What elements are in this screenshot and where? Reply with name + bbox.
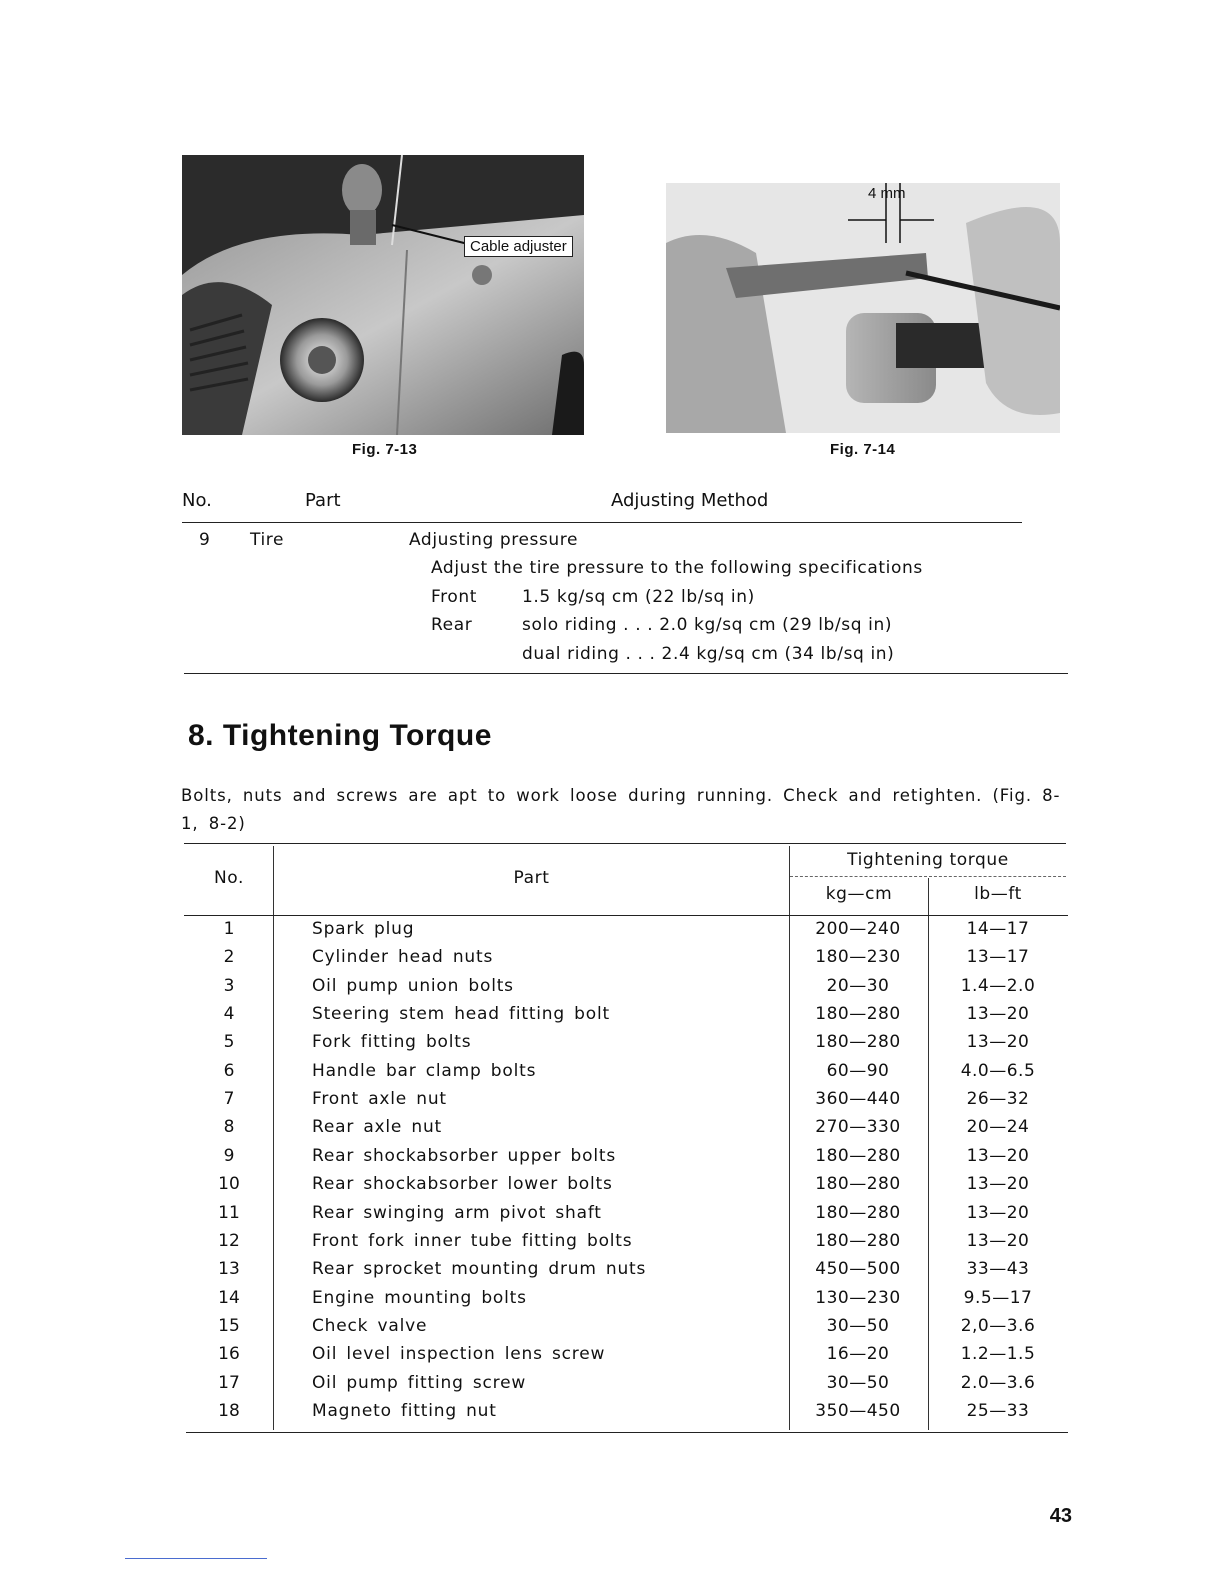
table-row: [185, 1146, 1070, 1174]
torque-subheader-rule: [790, 876, 1066, 877]
table-row: [185, 1061, 1070, 1089]
row-lb-ft: 13—17: [966, 947, 1030, 968]
row-part: Rear sprocket mounting drum nuts: [312, 1259, 647, 1280]
table-row: [185, 947, 1070, 975]
table-row: [185, 1344, 1070, 1372]
torque-bottom-rule: [186, 1432, 1068, 1433]
row-part: Handle bar clamp bolts: [312, 1060, 537, 1081]
row-lb-ft: 9.5—17: [963, 1287, 1033, 1308]
row-part: Spark plug: [312, 919, 415, 939]
row-kg-cm: 350—450: [815, 1400, 901, 1421]
row-kg-cm: 180—280: [815, 1230, 901, 1251]
row-part: Oil pump union bolts: [312, 975, 514, 996]
adjust-line-rear-solo: solo riding . . . 2.0 kg/sq cm (29 lb/sq in): [522, 615, 893, 635]
figure-7-13-caption: Fig. 7-13: [352, 441, 418, 458]
row-no: 11: [218, 1202, 240, 1223]
figure-7-13-photo: [182, 155, 584, 435]
row-kg-cm: 180—230: [815, 947, 901, 968]
table-row: [185, 1316, 1070, 1344]
row-lb-ft: 1.2—1.5: [960, 1344, 1036, 1365]
row-part: Oil pump fitting screw: [312, 1372, 527, 1393]
row-lb-ft: 2,0—3.6: [960, 1315, 1036, 1336]
row-lb-ft: 33—43: [966, 1259, 1030, 1280]
torque-header-tightening: Tightening torque: [847, 850, 1009, 870]
table-row: [185, 1401, 1070, 1429]
row-part: Engine mounting bolts: [312, 1287, 527, 1308]
table-row: [185, 919, 1070, 947]
row-no: 1: [223, 919, 235, 939]
row-lb-ft: 13—20: [966, 1032, 1030, 1053]
adjust-header-part: Part: [305, 490, 341, 511]
row-no: 13: [218, 1259, 240, 1280]
figure-7-14-photo: [666, 183, 1060, 433]
row-kg-cm: 16—20: [826, 1344, 890, 1365]
row-lb-ft: 13—20: [966, 1202, 1030, 1223]
section-title: 8. Tightening Torque: [188, 719, 492, 752]
row-no: 2: [223, 947, 235, 968]
row-kg-cm: 200—240: [815, 919, 901, 939]
table-row: [185, 1117, 1070, 1145]
row-no: 14: [218, 1287, 240, 1308]
row-lb-ft: 1.4—2.0: [960, 975, 1036, 996]
row-kg-cm: 20—30: [826, 975, 890, 996]
table-row: [185, 1231, 1070, 1259]
row-no: 3: [223, 975, 235, 996]
row-lb-ft: 14—17: [966, 919, 1030, 939]
row-part: Front fork inner tube fitting bolts: [312, 1230, 633, 1251]
table-row: [185, 1089, 1070, 1117]
row-part: Oil level inspection lens screw: [312, 1344, 606, 1365]
row-no: 9: [223, 1145, 235, 1166]
row-lb-ft: 20—24: [966, 1117, 1030, 1138]
row-part: Check valve: [312, 1315, 428, 1336]
section-intro: Bolts, nuts and screws are apt to work loose during running. Check and retighten. (Fig. 8-1, 8-2): [181, 786, 1061, 833]
torque-header-lb: lb—ft: [974, 884, 1022, 904]
adjust-row-part: Tire: [250, 530, 285, 550]
adjust-row-no: 9: [199, 530, 211, 550]
row-no: 16: [218, 1344, 240, 1365]
table-row: [185, 1004, 1070, 1032]
table-row: [185, 1259, 1070, 1287]
adjust-line-title: Adjusting pressure: [409, 530, 579, 550]
row-part: Rear shockabsorber lower bolts: [312, 1174, 613, 1195]
adjust-line-rear-dual: dual riding . . . 2.4 kg/sq cm (34 lb/sq in): [522, 644, 895, 664]
row-kg-cm: 180—280: [815, 1174, 901, 1195]
table-row: [185, 1174, 1070, 1202]
footer-link-line: [125, 1558, 267, 1559]
row-lb-ft: 13—20: [966, 1230, 1030, 1251]
cable-adjuster-callout: Cable adjuster: [464, 236, 573, 257]
row-kg-cm: 180—280: [815, 1145, 901, 1166]
adjust-line-instruction: Adjust the tire pressure to the following specifications: [431, 558, 923, 578]
row-part: Rear shockabsorber upper bolts: [312, 1145, 616, 1166]
row-part: Magneto fitting nut: [312, 1400, 497, 1421]
adjust-line-rear-label: Rear: [431, 615, 473, 635]
row-kg-cm: 30—50: [826, 1372, 890, 1393]
torque-header-rule: [184, 915, 1068, 916]
adjust-line-front-value: 1.5 kg/sq cm (22 lb/sq in): [522, 587, 755, 607]
torque-header-kg: kg—cm: [825, 884, 893, 904]
row-lb-ft: 4.0—6.5: [960, 1060, 1036, 1081]
row-lb-ft: 13—20: [966, 1174, 1030, 1195]
table-row: [185, 1203, 1070, 1231]
row-no: 12: [218, 1230, 240, 1251]
row-no: 15: [218, 1315, 240, 1336]
row-kg-cm: 180—280: [815, 1004, 901, 1025]
row-no: 4: [223, 1004, 235, 1025]
row-part: Rear swinging arm pivot shaft: [312, 1202, 602, 1223]
row-lb-ft: 26—32: [966, 1089, 1030, 1110]
row-no: 6: [223, 1060, 235, 1081]
row-kg-cm: 130—230: [815, 1287, 901, 1308]
row-no: 5: [223, 1032, 235, 1053]
row-no: 18: [218, 1400, 240, 1421]
adjust-header-no: No.: [182, 490, 212, 511]
row-kg-cm: 450—500: [815, 1259, 901, 1280]
row-no: 10: [218, 1174, 240, 1195]
adjust-line-front-label: Front: [431, 587, 477, 607]
row-no: 17: [218, 1372, 240, 1393]
row-part: Cylinder head nuts: [312, 947, 494, 968]
row-lb-ft: 2.0—3.6: [960, 1372, 1036, 1393]
row-kg-cm: 270—330: [815, 1117, 901, 1138]
row-part: Steering stem head fitting bolt: [312, 1004, 610, 1025]
row-part: Front axle nut: [312, 1089, 447, 1110]
row-kg-cm: 180—280: [815, 1202, 901, 1223]
engine-cover-illustration: [182, 155, 584, 435]
row-part: Fork fitting bolts: [312, 1032, 472, 1053]
adjust-header-rule: [182, 522, 1022, 523]
table-row: [185, 1288, 1070, 1316]
clutch-lever-illustration: [666, 183, 1060, 433]
row-lb-ft: 13—20: [966, 1145, 1030, 1166]
adjust-bottom-rule: [184, 673, 1068, 674]
row-lb-ft: 13—20: [966, 1004, 1030, 1025]
row-kg-cm: 30—50: [826, 1315, 890, 1336]
row-kg-cm: 60—90: [826, 1060, 890, 1081]
page-number: 43: [1049, 1505, 1072, 1527]
torque-header-part: Part: [513, 868, 550, 888]
adjust-header-method: Adjusting Method: [611, 490, 769, 511]
row-kg-cm: 360—440: [815, 1089, 901, 1110]
figure-7-14-caption: Fig. 7-14: [830, 441, 896, 458]
row-lb-ft: 25—33: [966, 1400, 1030, 1421]
row-part: Rear axle nut: [312, 1117, 442, 1138]
table-row: [185, 1373, 1070, 1401]
table-row: [185, 1032, 1070, 1060]
torque-header-no: No.: [213, 868, 245, 888]
row-no: 7: [223, 1089, 235, 1110]
row-kg-cm: 180—280: [815, 1032, 901, 1053]
dimension-label: 4 mm: [868, 185, 906, 202]
torque-top-rule: [184, 843, 1066, 844]
table-row: [185, 976, 1070, 1004]
row-no: 8: [223, 1117, 235, 1138]
